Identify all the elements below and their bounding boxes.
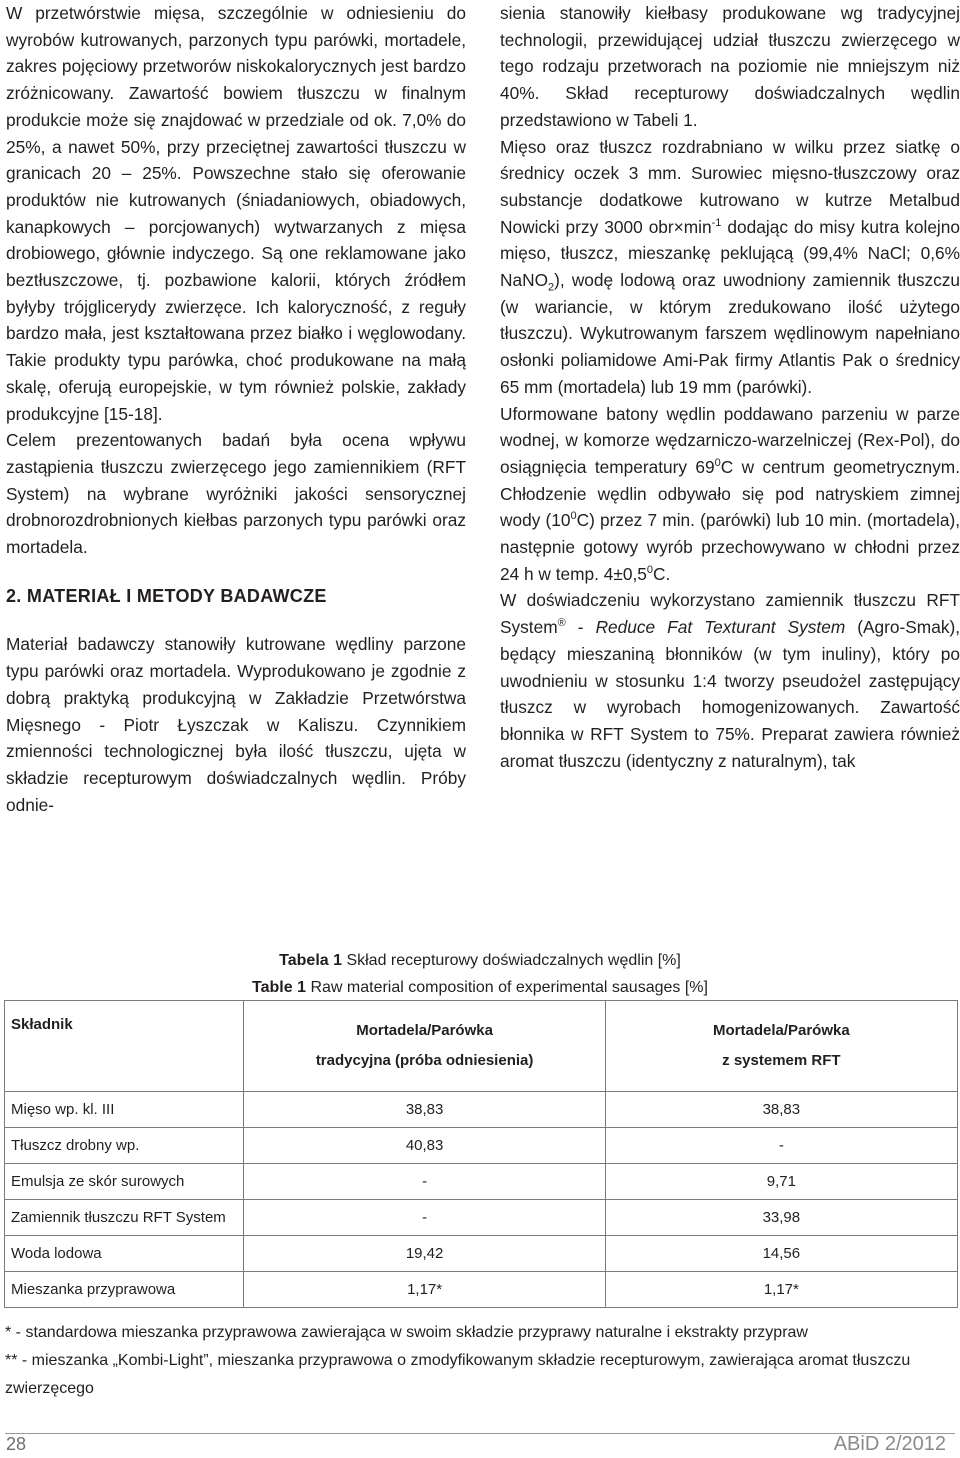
footer-divider xyxy=(5,1433,955,1434)
right-text-column xyxy=(500,0,960,774)
composition-table xyxy=(4,1000,958,1308)
cooking-paragraph: Uformowane batony wędlin poddawano parzeniu w parze wodnej, w komorze wędzarniczo-warzelniczej (Rex-Pol), do osiągnięcia temperatury $69^0C$ w centrum geometrycznym. Chłodzenie wędlin odbywało się pod natryskiem zimnej wody $(10^0C)$ przez 7 min. (parówki) lub 10 min. (mortadela), następnie gotowy wyrób przechowywano w chłodni przez 24 h w temp. $4\pm 0,5^0C$. xyxy=(500,403,960,584)
table-row: Tłuszcz drobny wp. 40,83 - xyxy=(5,1128,958,1164)
table-caption-pl: Tabela 1 Skład recepturowy doświadczalnych wędlin [%] xyxy=(279,952,681,969)
journal-id: ABiD 2/2012 xyxy=(833,1433,946,1455)
table-row: Mieszanka przyprawowa 1,17* 1,17* xyxy=(5,1272,958,1308)
header-ingredient: Składnik xyxy=(5,1001,244,1092)
fat-replacer-paragraph: W doświadczeniu wykorzystano zamiennik tłuszczu RFT System® - Reduce Fat Texturant System (Agro-Smak), będący mieszaniną błonników (w tym inuliny), który po uwodnieniu w stosunku 1:4 tworzy pseudożel zastępujący tłuszcz w wyrobach homogenizowanych. Zawartość błonnika w RFT System to 75%. Preparat zawiera również aromat tłuszczu (identyczny z naturalnym), tak xyxy=(500,590,960,771)
left-text-column xyxy=(6,0,466,818)
footnote-double-asterisk: ** - mieszanka „Kombi-Light”, mieszanka przyprawowa o zmodyfikowanym składzie recepturowym, zawierająca aromat tłuszczu zwierzęcego xyxy=(5,1352,911,1397)
aim-paragraph: Celem prezentowanych badań była ocena wpływu zastąpienia tłuszczu zwierzęcego jego zamiennikiem (RFT System) na wybrane wyróżniki jakości sensorycznej drobnorozdrobnionych kiełbas parzonych typu parówki oraz mortadela. xyxy=(6,430,466,558)
reference-sample-paragraph: sienia stanowiły kiełbasy produkowane wg tradycyjnej technologii, przewidującej udział tłuszczu zwierzęcego w tego rodzaju przetworach na poziomie nie mniejszym niż 40%. Skład recepturowy doświadczalnych wędlin przedstawiono w Tabeli 1. xyxy=(500,3,960,130)
processing-paragraph: Mięso oraz tłuszcz rozdrabniano w wilku przez siatkę o średnicy oczek 3 mm. Surowiec mięsno-tłuszczowy oraz substancje dodatkowe kutrowano w kutrze Metalbud Nowicki przy 3000 $obr\times\min^{-1}$ dodając do misy kutra kolejno mięso, tłuszcz, mieszankę peklującą (99,4% NaCl; 0,6% NaNO$_2$), wodę lodową oraz uwodniony zamiennik tłuszczu (w wariancie, w którym zredukowano ilość użytego tłuszczu). Wykutrowanym farszem wędlinowym napełniano osłonki poliamidowe Ami-Pak firmy Atlantis Pak o średnicy 65 mm (mortadela) lub 19 mm (parówki). xyxy=(500,136,960,397)
section-heading: 2. MATERIAŁ I METODY BADAWCZE xyxy=(6,585,327,606)
table-row: Emulsja ze skór surowych - 9,71 xyxy=(5,1164,958,1200)
table-row: Mięso wp. kl. III 38,83 38,83 xyxy=(5,1092,958,1128)
table-caption-en: Table 1 Raw material composition of experimental sausages [%] xyxy=(252,979,708,996)
footnote-single-asterisk: * - standardowa mieszanka przyprawowa zawierająca w swoim składzie przyprawy naturalne i ekstrakty przypraw xyxy=(5,1324,808,1341)
header-traditional: Mortadela/Parówka tradycyjna (próba odniesienia) xyxy=(244,1001,605,1092)
table-header-row xyxy=(5,1001,958,1092)
page-number: 28 xyxy=(6,1434,27,1454)
material-paragraph: Materiał badawczy stanowiły kutrowane wędliny parzone typu parówki oraz mortadela. Wyprodukowano je zgodnie z dobrą praktyką produkcyjną w Zakładzie Przetwórstwa Mięsnego - Piotr Łyszczak w Kaliszu. Czynnikiem zmienności technologicznej była ilość tłuszczu, ujęta w składzie recepturowym doświadczalnych wędlin. Próby odnie- xyxy=(6,634,466,815)
intro-paragraph: W przetwórstwie mięsa, szczególnie w odniesieniu do wyrobów kutrowanych, parzonych typu parówki, mortadele, zakres pojęciowy przetworów niskokalorycznych jest bardzo zróżnicowany. Zawartość bowiem tłuszczu w finalnym produkcie może się znajdować w przedziale od ok. 7,0% do 25%, a nawet 50%, przy przeciętnej zawartości tłuszczu w granicach 20 – 25%. Powszechne stało się oferowanie produktów nie kutrowanych (śniadaniowych, obiadowych, kanapkowych – porcjowanych) wytwarzanych z mięsa drobiowego, głównie indyczego. Są one reklamowane jako beztłuszczowe, tj. pozbawione kalorii, których źródłem byłyby trójglicerydy zwierzęce. Ich kaloryczność, z reguły bardzo mała, jest kształtowana przez białko i węglowodany. Takie produkty typu parówka, choć produkowane na małą skalę, oferują europejskie, w tym również polskie, zakłady produkcyjne [15-18]. xyxy=(6,3,466,424)
table-row: Woda lodowa 19,42 14,56 xyxy=(5,1236,958,1272)
table-row: Zamiennik tłuszczu RFT System - 33,98 xyxy=(5,1200,958,1236)
header-rft: Mortadela/Parówka z systemem RFT xyxy=(605,1001,957,1092)
table-caption xyxy=(0,947,960,1001)
table-footnotes xyxy=(5,1319,959,1403)
